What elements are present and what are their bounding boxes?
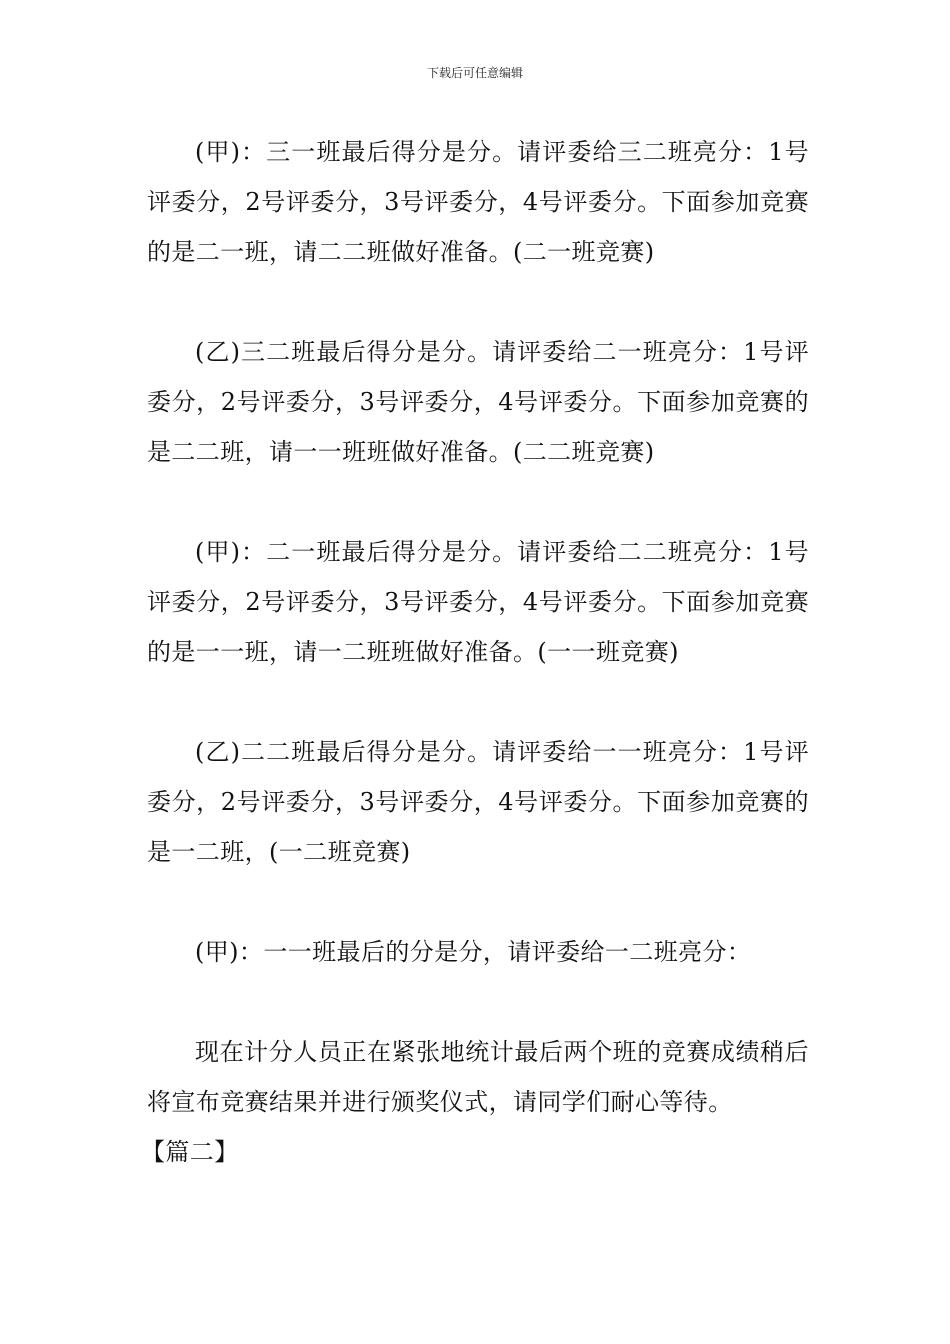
- paragraph-1: (甲)：三一班最后得分是分。请评委给三二班亮分：1号评委分，2号评委分，3号评委分，4号评委分。下面参加竞赛的是二一班，请二二班做好准备。(二一班竞赛): [147, 138, 809, 266]
- document-body: [141, 127, 809, 1177]
- page-header-note: 下载后可任意编辑: [426, 66, 523, 80]
- paragraph-4: (乙)二二班最后得分是分。请评委给一一班亮分：1号评委分，2号评委分，3号评委分，4号评委分。下面参加竞赛的是一二班，(一二班竞赛): [147, 738, 809, 866]
- section-title: 【篇二】: [141, 1138, 239, 1166]
- paragraph-2: (乙)三二班最后得分是分。请评委给二一班亮分：1号评委分，2号评委分，3号评委分，4号评委分。下面参加竞赛的是二二班，请一一班班做好准备。(二二班竞赛): [147, 338, 809, 466]
- paragraph-6: 现在计分人员正在紧张地统计最后两个班的竞赛成绩稍后将宣布竞赛结果并进行颁奖仪式，请同学们耐心等待。: [147, 1038, 809, 1116]
- paragraph-5: (甲)：一一班最后的分是分，请评委给一二班亮分：: [195, 938, 752, 966]
- paragraph-3: (甲)：二一班最后得分是分。请评委给二二班亮分：1号评委分，2号评委分，3号评委分，4号评委分。下面参加竞赛的是一一班，请一二班班做好准备。(一一班竞赛): [147, 538, 809, 666]
